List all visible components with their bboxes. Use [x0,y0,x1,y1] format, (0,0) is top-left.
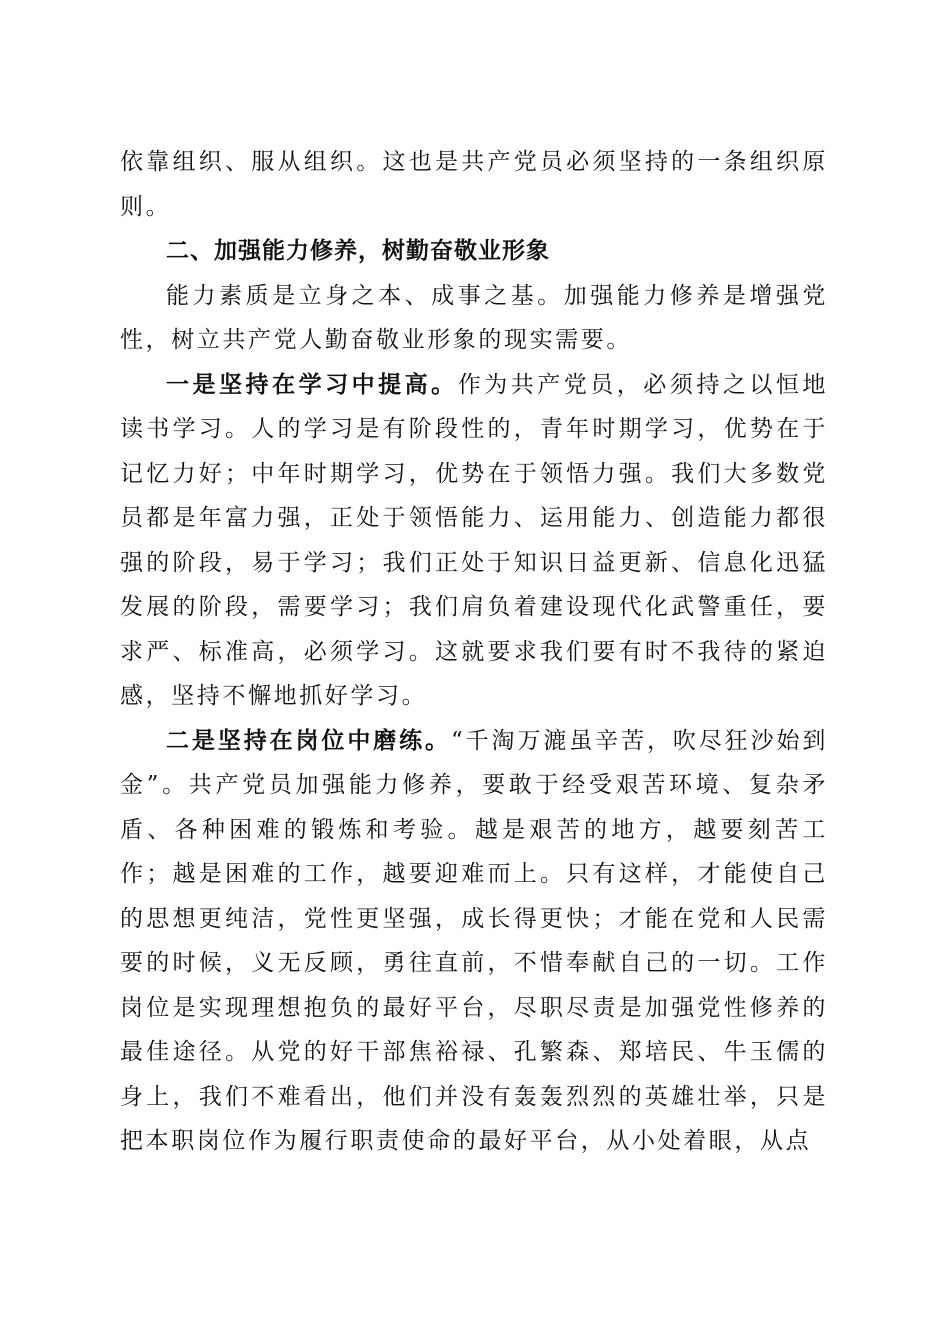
point-one-paragraph [120,363,828,719]
point-two-body: “千淘万漉虽辛苦，吹尽狂沙始到金”。共产党员加强能力修养，要敢于经受艰苦环境、复杂矛盾、各种困难的锻炼和考验。越是艰苦的地方，越要刻苦工作；越是困难的工作，越要迎难而上。只有这样，才能使自己的思想更纯洁，党性更坚强，成长得更快；才能在党和人民需要的时候，义无反顾，勇往直前，不惜奉献自己的一切。工作岗位是实现理想抱负的最好平台，尽职尽责是加强党性修养的最佳途径。从党的好干部焦裕禄、孔繁森、郑培民、牛玉儒的身上，我们不难看出，他们并没有轰轰烈烈的英雄壮举，只是把本职岗位作为履行职责使命的最好平台，从小处着眼，从点 [120,727,828,1154]
point-two-lead: 二是坚持在岗位中磨练。 [166,726,451,754]
intro-paragraph: 能力素质是立身之本、成事之基。加强能力修养是增强党性，树立共产党人勤奋敬业形象的现实需要。 [120,282,828,353]
point-two-paragraph [120,719,828,1164]
section-heading: 二、加强能力修养，树勤奋敬业形象 [166,238,550,264]
point-one-lead: 一是坚持在学习中提高。 [166,370,458,398]
point-one-body: 作为共产党员，必须持之以恒地读书学习。人的学习是有阶段性的，青年时期学习，优势在于记忆力好；中年时期学习，优势在于领悟力强。我们大多数党员都是年富力强，正处于领悟能力、运用能力、创造能力都很强的阶段，易于学习；我们正处于知识日益更新、信息化迅猛发展的阶段，需要学习；我们肩负着建设现代化武警重任，要求严、标准高，必须学习。这就要求我们要有时不我待的紧迫感，坚持不懈地抓好学习。 [120,371,828,709]
document-body [120,140,828,1164]
continuation-paragraph: 依靠组织、服从组织。这也是共产党员必须坚持的一条组织原则。 [120,149,828,220]
